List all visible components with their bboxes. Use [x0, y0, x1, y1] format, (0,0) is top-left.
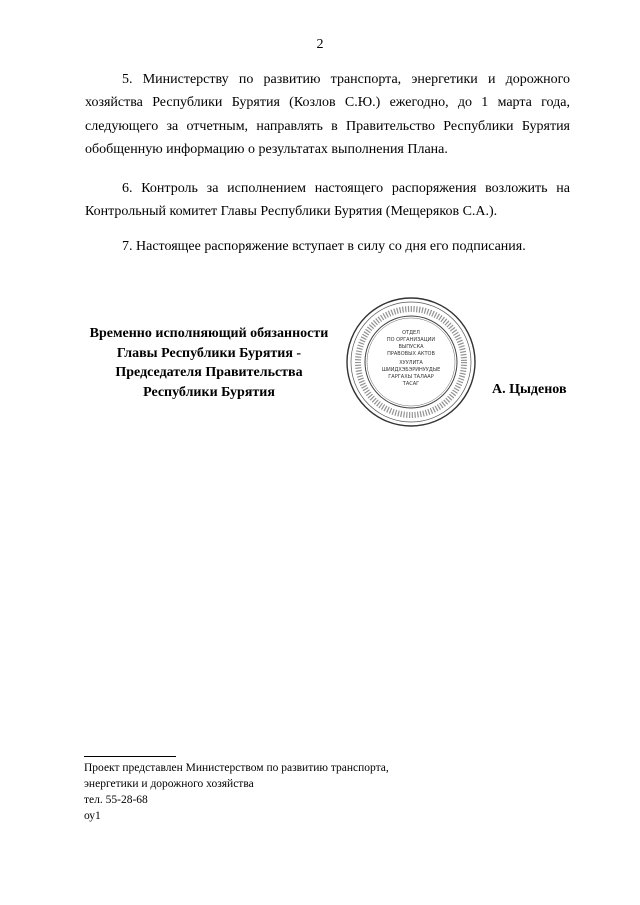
footnote-line: тел. 55-28-68	[84, 794, 148, 806]
signatory-title-line: Председателя Правительства	[115, 365, 303, 380]
footnote-line: Проект представлен Министерством по развитию транспорта,	[84, 762, 389, 774]
document-code: оу1	[84, 810, 101, 822]
paragraph-line: хозяйства Республики Бурятия (Козлов С.Ю.) ежегодно, до 1 марта года,	[85, 95, 570, 111]
paragraph-7	[85, 235, 570, 258]
footnote-divider	[84, 756, 176, 757]
paragraph-5	[85, 68, 570, 161]
seal-text-line: ПО ОРГАНИЗАЦИИ	[386, 337, 436, 343]
paragraph-line: следующего за отчетным, направлять в Правительство Республики Бурятия	[85, 118, 570, 134]
seal-text-line: ОТДЕЛ	[402, 330, 420, 336]
signatory-title-line: Республики Бурятия	[143, 384, 275, 400]
seal-text-line: ХУУЛИТА	[399, 360, 423, 366]
footnote-line: энергетики и дорожного хозяйства	[84, 778, 254, 790]
signatory-title-line: Главы Республики Бурятия -	[116, 345, 302, 361]
official-seal-icon	[345, 296, 477, 428]
footnote	[84, 760, 389, 808]
paragraph-6	[85, 177, 570, 224]
paragraph-line: 5. Министерству по развитию транспорта, энергетики и дорожного	[122, 72, 570, 87]
signatory-name: А. Цыденов	[492, 382, 567, 397]
paragraph-line: обобщенную информацию о результатах выполнения Плана.	[85, 141, 448, 157]
page-number: 2	[316, 37, 324, 52]
signatory-title	[80, 324, 338, 402]
paragraph-line: Контрольный комитет Главы Республики Бурятия (Мещеряков С.А.).	[85, 204, 498, 220]
seal-text-line: ГАРГАХЫ ТАЛААР	[388, 374, 434, 380]
seal-text-line: ПРАВОВЫХ АКТОВ	[387, 351, 435, 357]
seal-text-line: ВЫПУСКА	[398, 344, 424, 350]
seal-text-line: ТАСАГ	[402, 381, 420, 387]
signatory-title-line: Временно исполняющий обязанности	[89, 326, 329, 341]
paragraph-line: 7. Настоящее распоряжение вступает в силу со дня его подписания.	[122, 239, 526, 254]
paragraph-line: 6. Контроль за исполнением настоящего распоряжения возложить на	[122, 181, 570, 196]
seal-text-line: ШИИДХЭБЭРИНУУДЫЕ	[381, 367, 441, 373]
